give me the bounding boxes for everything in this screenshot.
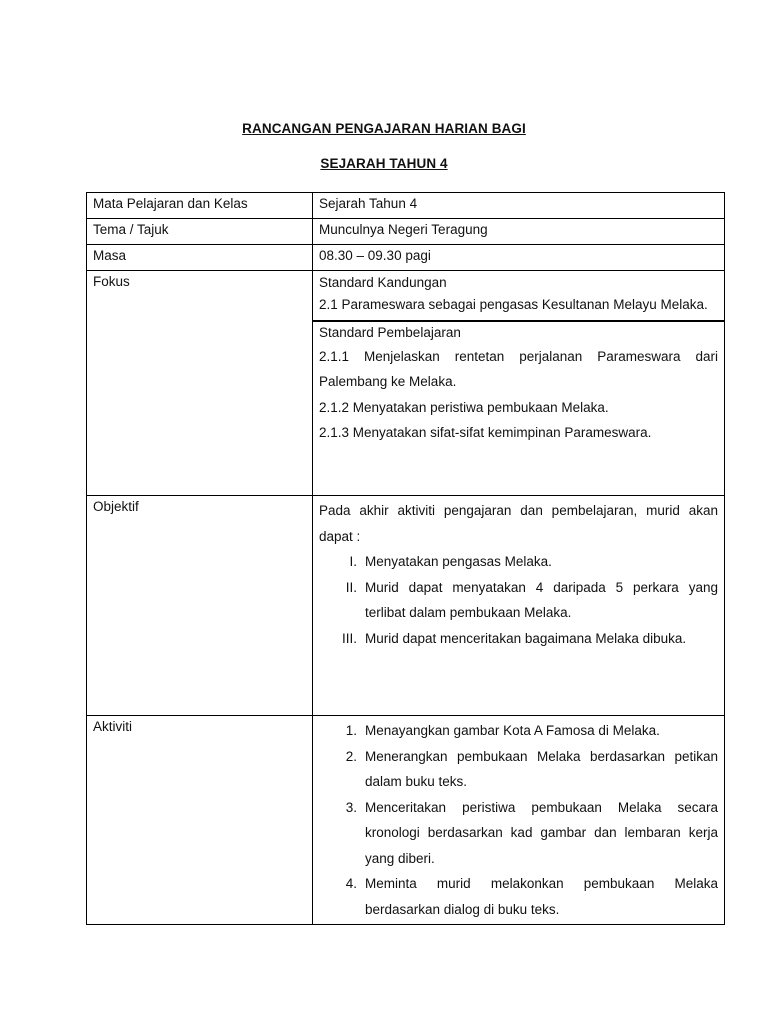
list-text: Menayangkan gambar Kota A Famosa di Melaka. [365,723,660,738]
list-item [319,744,718,795]
row-subject-value: Sejarah Tahun 4 [313,193,725,219]
row-activity [87,716,725,925]
learning-standard [319,322,718,446]
row-time-value: 08.30 – 09.30 pagi [313,245,725,271]
content-standard-heading: Standard Kandungan [319,275,447,290]
row-objective [87,496,725,716]
list-text: Menerangkan pembukaan Melaka berdasarkan petikan dalam buku teks. [365,748,718,789]
learning-standard-item: 2.1.1 Menjelaskan rentetan perjalanan Parameswara dari Palembang ke Melaka. [319,348,718,389]
list-item [319,626,718,652]
list-marker: 4. [345,876,357,891]
row-subject [87,193,725,219]
row-time [87,245,725,271]
list-item [319,795,718,872]
row-focus-value [313,271,725,496]
list-text: Menyatakan pengasas Melaka. [365,554,552,569]
lesson-plan-table [86,192,725,925]
list-item [319,718,718,744]
list-text: Menceritakan peristiwa pembukaan Melaka secara kronologi berdasarkan kad gambar dan lembaran kerja yang diberi. [365,799,718,866]
learning-standard-item: 2.1.3 Menyatakan sifat-sifat kemimpinan Parameswara. [319,425,652,440]
list-item [319,549,718,575]
list-text: Murid dapat menceritakan bagaimana Melaka dibuka. [365,630,687,646]
content-standard-text: 2.1 Parameswara sebagai pengasas Kesultanan Melayu Melaka. [319,297,708,312]
row-activity-value [313,716,725,925]
list-marker: 2. [345,748,357,764]
content-standard [319,273,718,318]
row-focus-label: Fokus [87,271,313,496]
row-time-label: Masa [87,245,313,271]
activity-list [319,718,718,922]
row-theme [87,219,725,245]
learning-standard-heading: Standard Pembelajaran [319,324,461,340]
list-marker: 3. [345,799,357,815]
list-marker: III. [341,630,357,646]
learning-standard-item: 2.1.2 Menyatakan peristiwa pembukaan Melaka. [319,399,609,415]
objective-intro: Pada akhir aktiviti pengajaran dan pembelajaran, murid akan dapat : [319,503,718,544]
list-marker: 1. [345,723,357,738]
objective-list [319,549,718,651]
row-theme-label: Tema / Tajuk [87,219,313,245]
row-theme-value: Munculnya Negeri Teragung [313,219,725,245]
row-objective-value [313,496,725,716]
list-item [319,575,718,626]
list-marker: I. [349,554,357,569]
list-text: Murid dapat menyatakan 4 daripada 5 perkara yang terlibat dalam pembukaan Melaka. [365,579,718,620]
row-focus [87,271,725,496]
document-subtitle: SEJARAH TAHUN 4 [320,156,448,171]
row-activity-label: Aktiviti [87,716,313,925]
document-title: RANCANGAN PENGAJARAN HARIAN BAGI [242,121,526,136]
row-objective-label: Objektif [87,496,313,716]
list-text: Meminta murid melakonkan pembukaan Melaka berdasarkan dialog di buku teks. [365,876,718,917]
list-item [319,871,718,922]
list-marker: II. [345,579,357,595]
row-subject-label: Mata Pelajaran dan Kelas [87,193,313,219]
